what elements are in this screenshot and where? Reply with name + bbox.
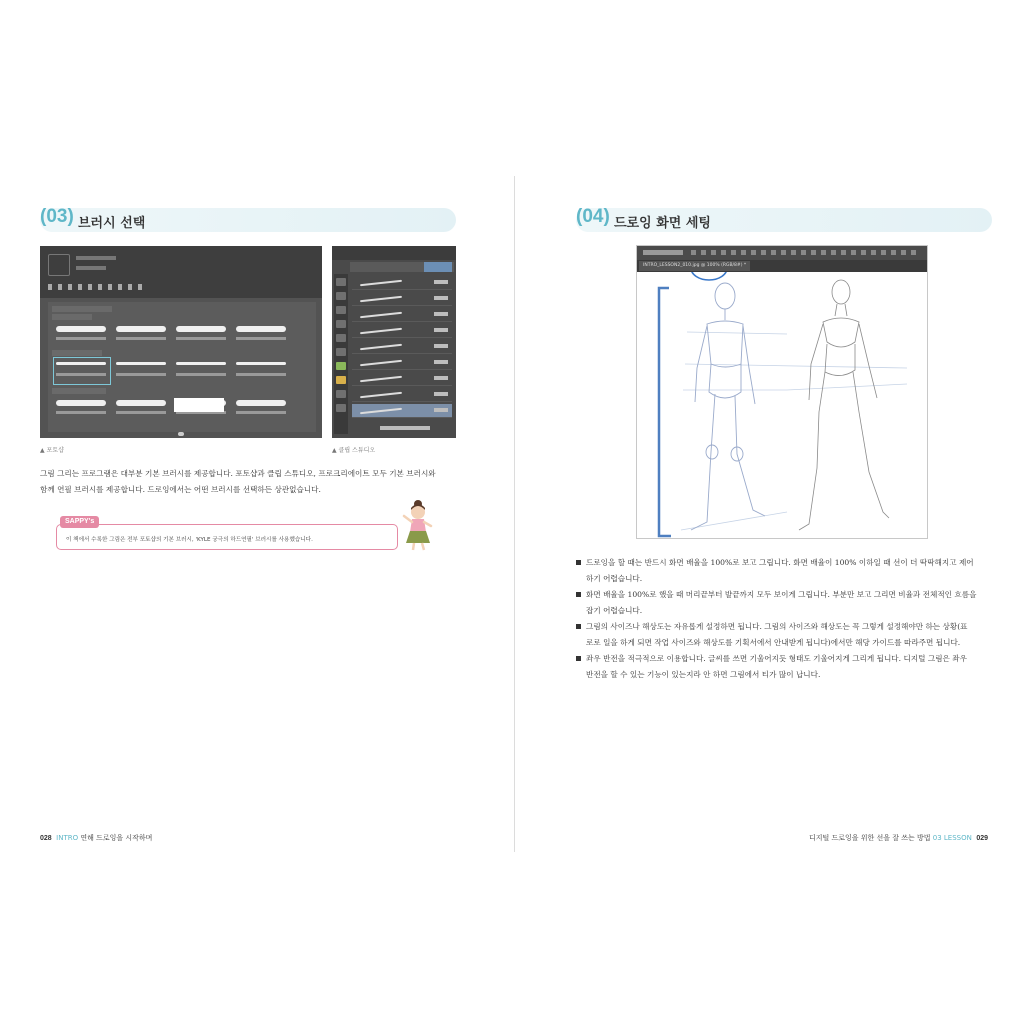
caption-photoshop: ▲ 포토샵	[40, 447, 64, 454]
section-title: 브러시 선택	[78, 216, 146, 231]
drawing-canvas-screenshot	[636, 245, 928, 539]
photoshop-brush-toolbar	[40, 246, 322, 298]
document-tab: INTRO_LESSON2_010.jpg @ 100% (RGB/8#) *	[639, 261, 750, 271]
section-number: (03)	[40, 206, 74, 227]
clip-studio-brush-screenshot	[332, 246, 456, 438]
caption-clip-studio: ▲ 클립 스튜디오	[332, 447, 376, 454]
bullet-item: 화면 배율을 100%로 했을 때 머리끝부터 발끝까지 모두 보이게 그립니다. 부분만 보고 그리면 비율과 전체적인 흐름을 잡기 어렵습니다.	[576, 587, 992, 619]
drawing-app-tabbar	[637, 260, 928, 272]
sappy-tag: SAPPY's	[60, 516, 99, 528]
photoshop-brush-list	[48, 302, 316, 432]
section-header-03	[40, 208, 456, 232]
page-folio-right: 디지털 드로잉을 위한 선을 잘 쓰는 방법 03 LESSON 029	[808, 834, 988, 842]
page-folio-left: 028 INTRO 연해 드로잉을 시작하며	[40, 834, 153, 842]
bullet-item: 좌우 반전을 적극적으로 이용합니다. 글씨를 쓰면 기울어지듯 형태도 기울어지게 그리게 됩니다. 디지털 그림은 좌우 반전을 할 수 있는 기능이 있는지라 안 하면 그림에서 티가 많이 납니다.	[576, 651, 992, 683]
photoshop-brush-screenshot	[40, 246, 322, 438]
bullet-item: 그림의 사이즈나 해상도는 자유롭게 설정하면 됩니다. 그림의 사이즈와 해상도는 꼭 그렇게 설정해야만 하는 상황(표 로로 일을 하게 되면 작업 사이즈와 해상도를 기획서에서 안내받게 됩니다)에서만 해당 가이드를 따라주면 됩니다.	[576, 619, 992, 651]
section-header-04	[576, 208, 992, 232]
section-title: 드로잉 화면 세팅	[614, 216, 711, 231]
section-number: (04)	[576, 206, 610, 227]
drawing-setup-bullets	[576, 555, 992, 683]
figure-sketch-drawing	[637, 272, 928, 539]
sappy-tip-text: 이 책에서 수록한 그림은 전부 포토샵의 기본 브러시, 'KYLE 궁극의 하드연필' 브러시를 사용했습니다.	[66, 537, 313, 543]
drawing-app-toolbar	[637, 246, 928, 260]
mascot-girl-illustration	[400, 498, 436, 552]
bullet-item: 드로잉을 할 때는 반드시 화면 배율을 100%로 보고 그립니다. 화면 배율이 100% 이하일 때 선이 더 딱딱해지고 제어 하기 어렵습니다.	[576, 555, 992, 587]
brush-paragraph: 그림 그리는 프로그램은 대부분 기본 브러시를 제공합니다. 포토샵과 클립 스튜디오, 프로크리에이트 모두 기본 브러시와 함께 연필 브러시를 제공합니다. 드로잉에서는 어떤 브러시를 선택하든 상관없습니다.	[40, 469, 436, 494]
